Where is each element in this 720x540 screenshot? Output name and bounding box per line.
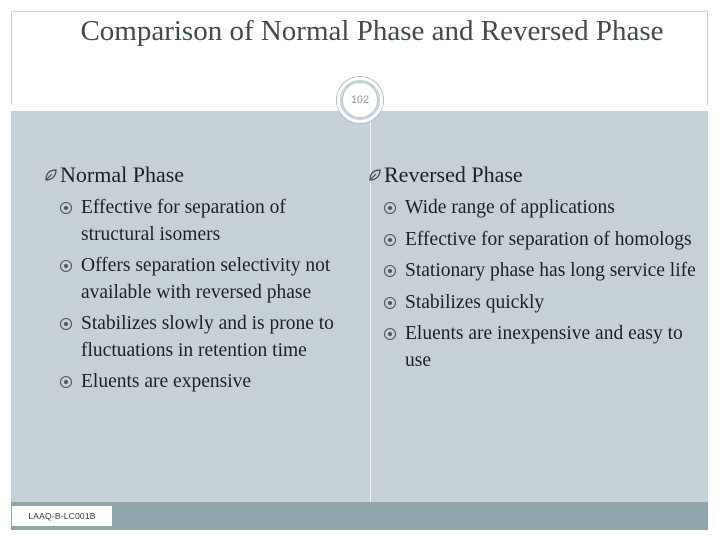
- reversed-phase-column: [369, 161, 709, 379]
- normal-phase-column: [45, 161, 363, 401]
- slide-title: Comparison of Normal Phase and Reversed Phase: [80, 15, 664, 47]
- slide-number-badge-inner: [343, 83, 377, 117]
- circle-bullet-icon: [59, 259, 73, 273]
- list-item-text: Eluents are expensive: [81, 371, 252, 392]
- footer-label: LAAQ-B-LC001B: [28, 511, 96, 521]
- slide-number: 102: [350, 94, 370, 106]
- normal-phase-list: [45, 195, 363, 396]
- list-item: [369, 321, 709, 374]
- list-item: [369, 227, 709, 254]
- circle-bullet-icon: [383, 264, 397, 278]
- list-item-text: Stabilizes quickly: [405, 291, 545, 313]
- circle-bullet-icon: [383, 201, 397, 215]
- list-item-text: Stationary phase has long service life: [405, 260, 696, 281]
- list-item: [45, 253, 363, 306]
- slide-number-badge: [337, 77, 383, 123]
- normal-phase-heading: [45, 161, 363, 189]
- list-item-text: Stabilizes slowly and is prone to fluctuations in retention time: [81, 313, 334, 361]
- list-item: [45, 195, 363, 248]
- list-item-text: Eluents are inexpensive and easy to use: [405, 323, 683, 371]
- list-item-text: Wide range of applications: [405, 197, 615, 218]
- normal-phase-heading-text: Normal Phase: [60, 162, 185, 187]
- circle-bullet-icon: [383, 296, 397, 310]
- leaf-bullet-icon: [369, 169, 381, 181]
- leaf-bullet-icon: [45, 169, 57, 181]
- list-item: [369, 258, 709, 285]
- list-item-text: Offers separation selectivity not available with reversed phase: [81, 255, 331, 303]
- footer-bar: [11, 502, 708, 530]
- circle-bullet-icon: [59, 317, 73, 331]
- list-item: [45, 311, 363, 364]
- circle-bullet-icon: [59, 201, 73, 215]
- circle-bullet-icon: [383, 233, 397, 247]
- reversed-phase-heading: [369, 161, 709, 189]
- list-item-text: Effective for separation of homologs: [405, 228, 692, 250]
- reversed-phase-heading-text: Reversed Phase: [384, 162, 523, 187]
- list-item-text: Effective for separation of structural isomers: [81, 197, 286, 245]
- content-panel: [11, 111, 708, 502]
- list-item: [369, 290, 709, 317]
- circle-bullet-icon: [383, 327, 397, 341]
- list-item: [369, 195, 709, 222]
- list-item: [45, 369, 363, 396]
- reversed-phase-list: [369, 195, 709, 374]
- circle-bullet-icon: [59, 375, 73, 389]
- footer-label-box: [12, 506, 112, 526]
